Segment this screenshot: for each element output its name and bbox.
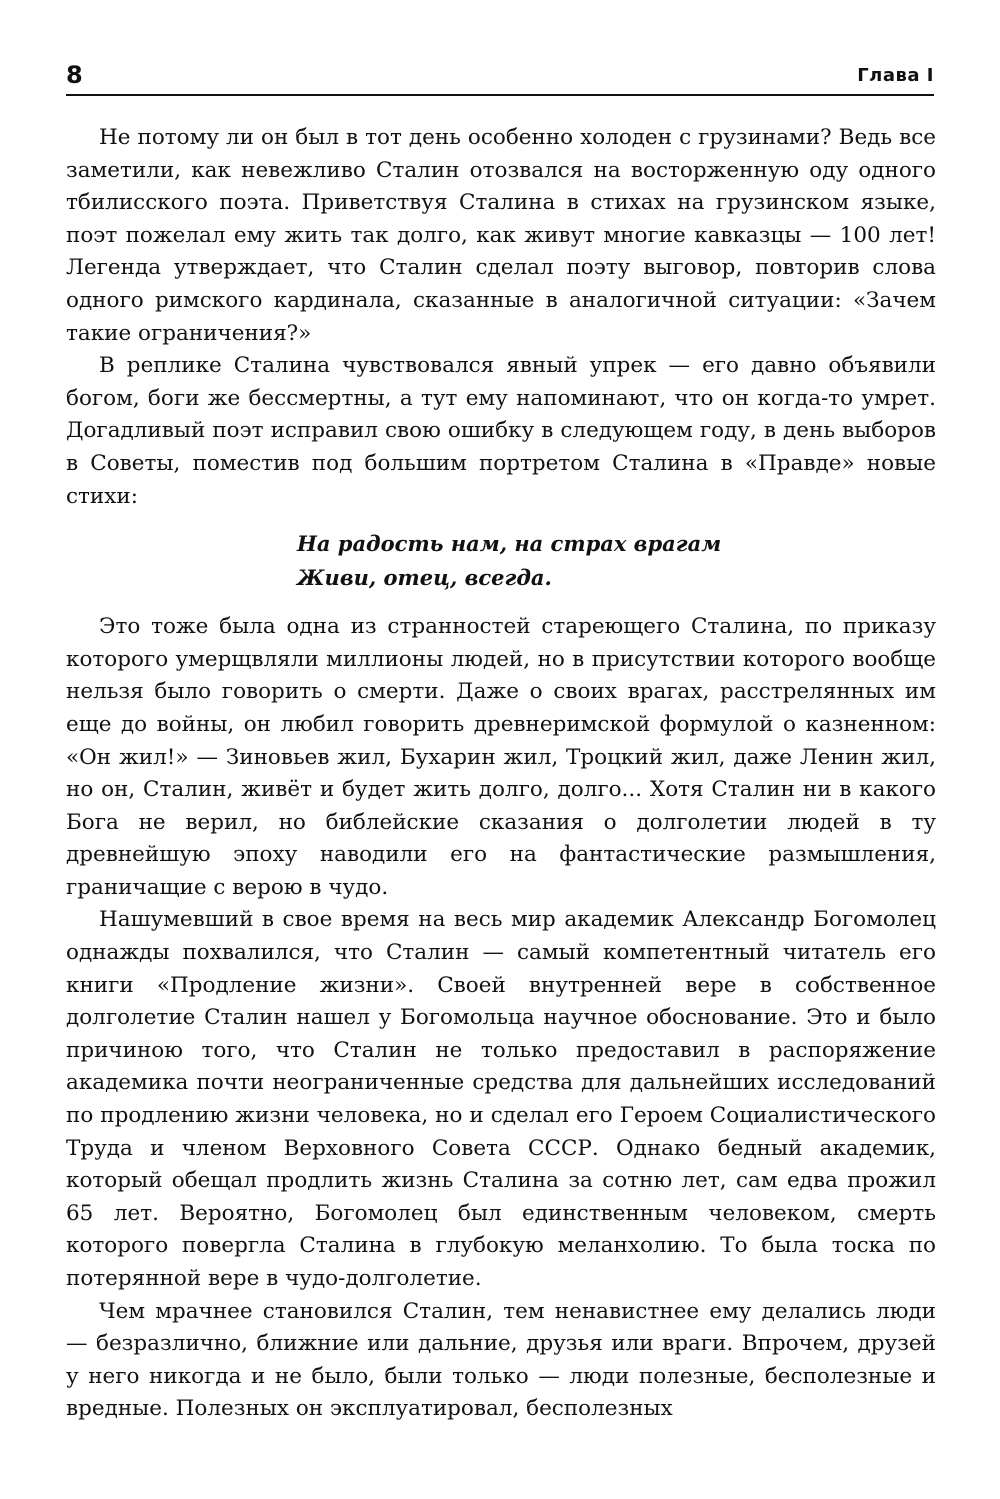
page-number: 8 (66, 61, 83, 89)
paragraph-4: Нашумевший в свое время на весь мир академик Александр Богомолец однажды похвалился, что Сталин — самый компетентный читатель его книги «Продление жизни». Своей внутренней вере в собственное долголетие Сталин нашел у Богомольца научное обоснование. Это и было причиною того, что Сталин не только предоставил в распоряжение академика почти неограниченные средства для дальнейших исследований по продлению жизни человека, но и сделал его Героем Социалистического Труда и членом Верховного Совета СССР. Однако бедный академик, который обещал продлить жизнь Сталина за сотню лет, сам едва прожил 65 лет. Вероятно, Богомолец был единственным человеком, смерть которого повергла Сталина в глубокую меланхолию. То была тоска по потерянной вере в чудо-долголетие. (66, 907, 936, 1291)
poem-line-2: Живи, отец, всегда. (297, 565, 552, 591)
page-body (66, 122, 936, 1426)
paragraph-2: В реплике Сталина чувствовался явный упрек — его давно объявили богом, боги же бессмертны, а тут ему напоминают, что он когда-то умрет. Догадливый поэт исправил свою ошибку в следующем году, в день выборов в Советы, поместив под большим портретом Сталина в «Правде» новые стихи: (66, 353, 936, 509)
running-header (66, 60, 934, 96)
poem-line-1: На радость нам, на страх врагам (297, 531, 722, 557)
paragraph-3: Это тоже была одна из странностей стареющего Сталина, по приказу которого умерщвляли миллионы людей, но в присутствии которого вообще нельзя было говорить о смерти. Даже о своих врагах, расстрелянных им еще до войны, он любил говорить древнеримской формулой о казненном: «Он жил!» — Зиновьев жил, Бухарин жил, Троцкий жил, даже Ленин жил, но он, Сталин, живёт и будет жить долго, долго... Хотя Сталин ни в какого Бога не верил, но библейские сказания о долголетии людей в ту древнейшую эпоху наводили его на фантастические размышления, граничащие с верою в чудо. (66, 614, 936, 900)
chapter-title: Глава I (857, 65, 934, 86)
poem-quote (297, 527, 936, 595)
paragraph-5: Чем мрачнее становился Сталин, тем ненавистнее ему делались люди — безразлично, ближние или дальние, друзья или враги. Впрочем, друзей у него никогда и не было, были только — люди полезные, бесполезные и вредные. Полезных он эксплуатировал, бесполезных (66, 1298, 936, 1422)
paragraph-1: Не потому ли он был в тот день особенно холоден с грузинами? Ведь все заметили, как невежливо Сталин отозвался на восторженную оду одного тбилисского поэта. Приветствуя Сталина в стихах на грузинском языке, поэт пожелал ему жить так долго, как живут многие кавказцы — 100 лет! Легенда утверждает, что Сталин сделал поэту выговор, повторив слова одного римского кардинала, сказанные в аналогичной ситуации: «Зачем такие ограничения?» (66, 125, 936, 346)
